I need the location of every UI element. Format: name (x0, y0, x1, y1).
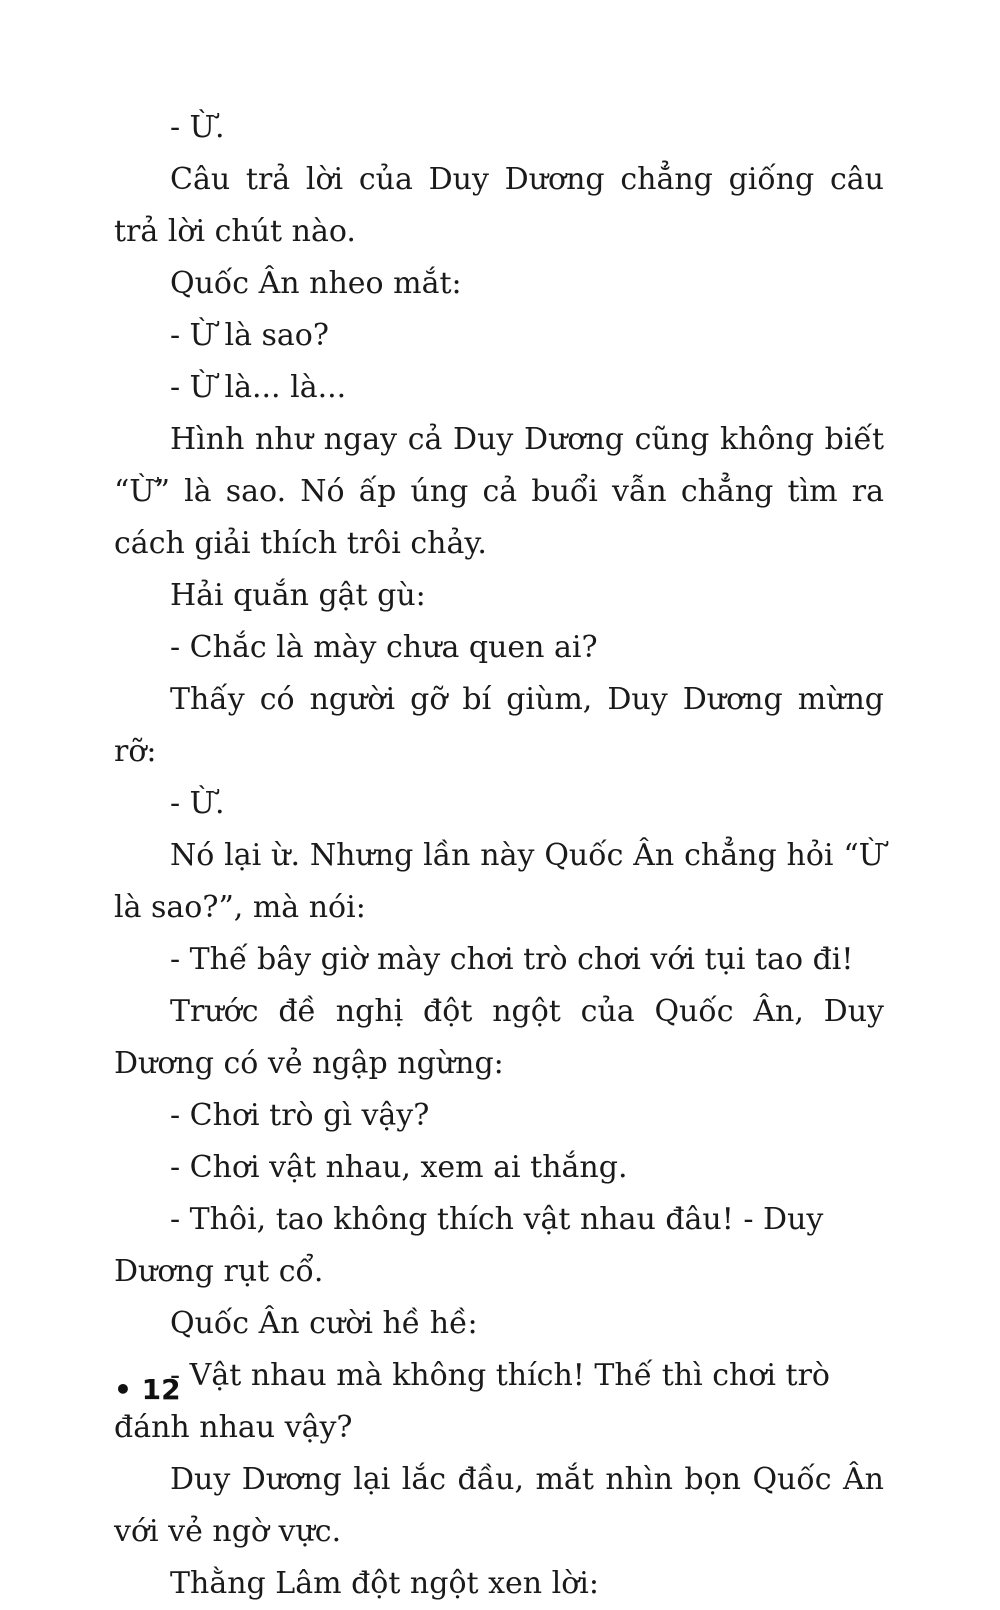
paragraph: Câu trả lời của Duy Dương chẳng giống câu trả lời chút nào. (114, 162, 884, 249)
paragraph: Hình như ngay cả Duy Dương cũng không biết “Ừ” là sao. Nó ấp úng cả buổi vẫn chẳng tìm ra cách giải thích trôi chảy. (114, 422, 884, 561)
paragraph: - Thế bây giờ mày chơi trò chơi với tụi tao đi! (170, 942, 854, 977)
paragraph: Duy Dương lại lắc đầu, mắt nhìn bọn Quốc Ân với vẻ ngờ vực. (114, 1462, 884, 1549)
paragraph: Hải quắn gật gù: (170, 578, 426, 613)
page-number: • 12 (114, 1373, 181, 1406)
paragraph: - Chắc là mày chưa quen ai? (170, 630, 598, 665)
paragraph: - Chơi vật nhau, xem ai thắng. (170, 1150, 628, 1185)
paragraph: - Thôi, tao không thích vật nhau đâu! - Duy Dương rụt cổ. (114, 1202, 824, 1289)
paragraph: Quốc Ân cười hề hề: (170, 1306, 478, 1341)
paragraph: - Ừ là... là... (170, 370, 347, 405)
paragraph: - Ừ. (170, 110, 225, 145)
paragraph: - Ừ là sao? (170, 318, 329, 353)
paragraph: Thấy có người gỡ bí giùm, Duy Dương mừng rỡ: (114, 682, 884, 769)
paragraph: - Vật nhau mà không thích! Thế thì chơi trò đánh nhau vậy? (114, 1358, 830, 1445)
paragraph: Thằng Lâm đột ngột xen lời: (170, 1566, 599, 1601)
body-text (114, 102, 884, 1610)
paragraph: Trước đề nghị đột ngột của Quốc Ân, Duy Dương có vẻ ngập ngừng: (114, 994, 884, 1081)
paragraph: Quốc Ân nheo mắt: (170, 266, 462, 301)
paragraph: - Ừ. (170, 786, 225, 821)
paragraph: - Chơi trò gì vậy? (170, 1098, 430, 1133)
paragraph: Nó lại ừ. Nhưng lần này Quốc Ân chẳng hỏi “Ừ là sao?”, mà nói: (114, 838, 884, 925)
